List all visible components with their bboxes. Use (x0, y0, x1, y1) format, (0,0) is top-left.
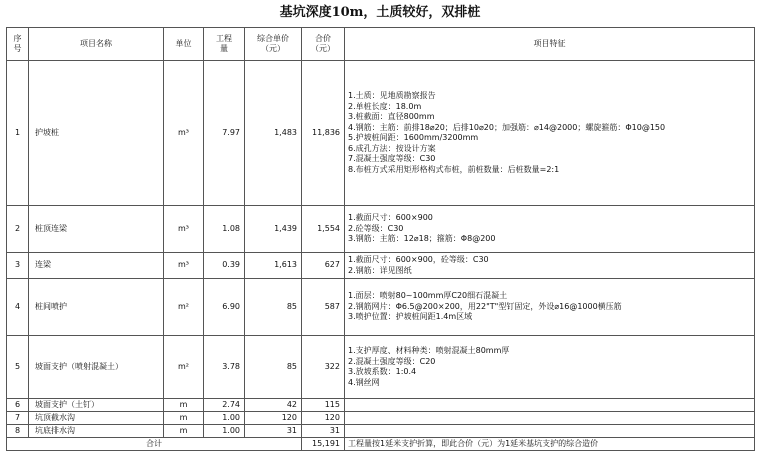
row-features (345, 399, 755, 412)
feature-line: 1.支护厚度、材料种类：喷射混凝土80mm厚 (348, 346, 510, 355)
row-seq: 3 (7, 253, 29, 279)
feature-line: 3.喷护位置：护坡桩间距1.4m区域 (348, 312, 473, 322)
row-total: 1,554 (302, 206, 345, 253)
row-features (345, 336, 755, 399)
table-row (7, 399, 755, 412)
row-unit: m (164, 399, 204, 412)
row-qty: 6.90 (204, 279, 245, 336)
row-name: 桩间喷护 (29, 279, 164, 336)
row-features (345, 61, 755, 206)
header-unit: 单位 (164, 28, 204, 61)
row-qty: 1.00 (204, 425, 245, 438)
cost-table (6, 27, 755, 451)
feature-line: 2.砼等级：C30 (348, 223, 404, 233)
table-row (7, 425, 755, 438)
row-seq: 1 (7, 61, 29, 206)
header-row (7, 28, 755, 61)
row-price: 1,613 (245, 253, 302, 279)
row-unit: m³ (164, 206, 204, 253)
footer-row (7, 438, 755, 451)
footer-label: 合计 (7, 438, 302, 451)
row-price: 1,483 (245, 61, 302, 206)
table-row (7, 253, 755, 279)
row-qty: 1.08 (204, 206, 245, 253)
row-seq: 7 (7, 412, 29, 425)
row-price: 1,439 (245, 206, 302, 253)
header-total: 合价（元） (302, 28, 345, 61)
row-total: 627 (302, 253, 345, 279)
row-seq: 2 (7, 206, 29, 253)
row-total: 31 (302, 425, 345, 438)
row-qty: 1.00 (204, 412, 245, 425)
row-unit: m² (164, 336, 204, 399)
feature-line: 1.面层：喷射80~100mm厚C20细石混凝土 (348, 291, 508, 301)
header-price: 综合单价（元） (245, 28, 302, 61)
row-qty: 3.78 (204, 336, 245, 399)
feature-line: 5.护坡桩间距：1600mm/3200mm (348, 133, 479, 142)
table-row (7, 61, 755, 206)
feature-line: 2.单桩长度：18.0m (348, 101, 422, 111)
row-name: 坑底排水沟 (29, 425, 164, 438)
table-row (7, 412, 755, 425)
header-name: 项目名称 (29, 28, 164, 61)
row-total: 587 (302, 279, 345, 336)
header-seq: 序号 (7, 28, 29, 61)
row-features (345, 425, 755, 438)
footer-total: 15,191 (302, 438, 345, 451)
row-qty: 2.74 (204, 399, 245, 412)
page-title: 基坑深度10m，土质较好，双排桩 (279, 5, 481, 20)
row-total: 120 (302, 412, 345, 425)
row-features (345, 279, 755, 336)
row-unit: m³ (164, 61, 204, 206)
table-row (7, 206, 755, 253)
feature-line: 2.钢筋网片：Φ6.5@200×200，用22"T"型钉固定，外设⌀16@1000横压筋 (348, 301, 622, 311)
row-price: 42 (245, 399, 302, 412)
feature-line: 6.成孔方法：按设计方案 (348, 143, 436, 153)
row-name: 坑顶截水沟 (29, 412, 164, 425)
table-body (7, 61, 755, 438)
feature-line: 1.截面尺寸：600×900 (348, 213, 433, 223)
table-row (7, 279, 755, 336)
row-unit: m² (164, 279, 204, 336)
row-total: 115 (302, 399, 345, 412)
feature-line: 3.放坡系数：1:0.4 (348, 367, 417, 376)
row-seq: 8 (7, 425, 29, 438)
row-name: 坡面支护（喷射混凝土） (29, 336, 164, 399)
row-total: 11,836 (302, 61, 345, 206)
row-price: 85 (245, 279, 302, 336)
table-row (7, 336, 755, 399)
feature-line: 8.布桩方式采用矩形格构式布桩，前桩数量：后桩数量=2:1 (348, 164, 560, 174)
row-price: 31 (245, 425, 302, 438)
row-name: 护坡桩 (29, 61, 164, 206)
row-price: 120 (245, 412, 302, 425)
row-qty: 0.39 (204, 253, 245, 279)
row-price: 85 (245, 336, 302, 399)
row-unit: m³ (164, 253, 204, 279)
header-features: 项目特征 (345, 28, 755, 61)
feature-line: 3.钢筋：主筋：12⌀18；箍筋：Φ8@200 (348, 234, 496, 244)
row-name: 连梁 (29, 253, 164, 279)
feature-line: 4.钢筋：主筋：前排18⌀20；后排10⌀20；加强筋：⌀14@2000；螺旋箍筋：Φ10@150 (348, 122, 666, 132)
row-seq: 4 (7, 279, 29, 336)
feature-line: 1.截面尺寸：600×900，砼等级：C30 (348, 255, 489, 264)
row-unit: m (164, 425, 204, 438)
feature-line: 7.混凝土强度等级：C30 (348, 154, 436, 163)
row-total: 322 (302, 336, 345, 399)
feature-line: 1.土质：见地质勘察报告 (348, 91, 436, 100)
row-features (345, 206, 755, 253)
row-seq: 5 (7, 336, 29, 399)
feature-line: 4.钢丝网 (348, 377, 380, 387)
header-qty: 工程量 (204, 28, 245, 61)
feature-line: 3.桩截面：直径800mm (348, 112, 435, 121)
feature-line: 2.钢筋：详见图纸 (348, 265, 412, 275)
row-unit: m (164, 412, 204, 425)
row-name: 坡面支护（土钉） (29, 399, 164, 412)
footer-note: 工程量按1延米支护折算，即此合价（元）为1延米基坑支护的综合造价 (345, 438, 755, 451)
row-qty: 7.97 (204, 61, 245, 206)
row-features (345, 412, 755, 425)
feature-line: 2.混凝土强度等级：C20 (348, 356, 436, 366)
row-features (345, 253, 755, 279)
row-seq: 6 (7, 399, 29, 412)
row-name: 桩顶连梁 (29, 206, 164, 253)
